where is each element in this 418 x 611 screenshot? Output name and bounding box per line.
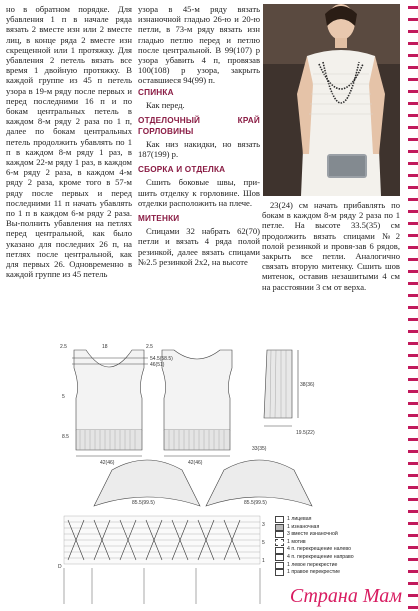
paragraph: но в обратном порядке. Для убавления 1 п в начале ряда вязать 2 вместе изн или 2 вместе лиц, в конце ряда 2 вместе изн скрещенной или 1 протяжку. Для убавления 2 петель вязать все время 1 двойную протяжку. В каждой группе из 45 п петель узора в 19-м ряду после первых и перед последними 16 п и по бокам центральных петель в каждом 8-м ряду 2 раза по 1 п, далее по бокам центральных петель продолжить убавлять по 1 п в каждом 8-м ряду 1 раз, в каждом 22-м ряду 1 раз, в каждом 6-м ряду 2 раза, в каждом 4-м ряду 2 раза, кроме того в 57-м ряду после первых и перед последними 11 п начать убавлять по 1 п в каждом 6-м ряду 2 раза. Вы-полнить убавления на петлях перед центральной, как было указано для последних 26 п, на петлях после центральной, как для первых 26. Одновременно в каждой группе из 45 петель <box>6 4 132 280</box>
purl-symbol-icon <box>275 524 284 531</box>
chart-label: D <box>58 564 62 570</box>
model-photo-illustration <box>263 4 400 196</box>
dim-label: 46(51) <box>150 362 165 368</box>
legend-label: 4 п. перекрещение налево <box>287 546 351 553</box>
dim-label: 85.5(99.5) <box>244 500 267 506</box>
dim-label: 42(46) <box>188 460 203 466</box>
chart-legend <box>275 516 405 577</box>
dim-label: 19.5(22) <box>296 430 315 436</box>
dim-label: 2.5 <box>146 344 153 350</box>
legend-item <box>275 531 405 539</box>
dim-label: 38(36) <box>300 382 315 388</box>
legend-item <box>275 546 405 554</box>
instructions-column-2 <box>138 82 260 267</box>
legend-item <box>275 569 405 577</box>
chart-label: 3 <box>262 522 265 528</box>
section-text-neckline: Как низ накидки, но вязать 187(199) р. <box>138 138 260 160</box>
section-text-back: Как перед. <box>146 100 185 111</box>
chart-label: 1 <box>262 558 265 564</box>
legend-label: 1 левое перекрестие <box>287 561 338 568</box>
legend-label: 1 правое перекрестие <box>287 569 341 576</box>
legend-label: 3 вместе изнаночной <box>287 531 338 538</box>
chart-label: 5 <box>262 540 265 546</box>
schematic-drawing <box>52 338 402 508</box>
stitch-chart-grid <box>54 510 274 606</box>
section-title-back: СПИНКА <box>138 88 174 97</box>
instructions-column-2-top <box>138 4 260 86</box>
right-cross-symbol-icon <box>275 569 284 576</box>
model-photo <box>263 4 400 196</box>
left-cross-symbol-icon <box>275 562 284 569</box>
legend-label: 1 лицевая <box>287 516 312 522</box>
instructions-column-3 <box>262 200 400 292</box>
legend-item <box>275 539 405 547</box>
dim-label: 85.5(99.5) <box>132 500 155 506</box>
dim-label: 54.5(58.5) <box>150 356 173 362</box>
site-watermark: Страна Мам <box>289 585 402 607</box>
garment-schematics <box>52 338 402 508</box>
dim-label: 5 <box>62 394 65 400</box>
dim-label: 33(35) <box>252 446 267 452</box>
dim-label: 2.5 <box>60 344 67 350</box>
section-title-mittens: МИТЕНКИ <box>138 214 180 224</box>
section-text-assembly: Сшить боковые швы, при-шить отделку к горловине. Шов отделки расположить на плече. <box>138 177 260 208</box>
legend-label: 1 изнаночная <box>287 523 320 530</box>
legend-item <box>275 554 405 562</box>
motif-symbol-icon <box>275 539 284 546</box>
section-text-mittens: Спицами 32 набрать 62(70) петли и вязать 4 ряда полой резинкой, далее вязать спицами №2.5 резинкой 2х2, на высоте <box>138 226 260 267</box>
legend-item <box>275 562 405 570</box>
instructions-column-1 <box>6 4 132 279</box>
paragraph: 23(24) см начать прибавлять по бокам в каждом 8-м ряду 2 раза по 1 петле. На высоте 33.5(35) см продолжить вязать спицами №2 полой резинкой и провя-зав 6 рядов, закрыть все петли. Аналогично связать вторую митенку. Сшить шов митенок, оставив незашитыми 4 см на расстоянии 3 см от верха. <box>262 200 400 292</box>
cable-right-symbol-icon <box>275 554 284 561</box>
knit-symbol-icon <box>275 516 284 523</box>
legend-label: 1 мотив <box>287 538 306 545</box>
dim-label: 18 <box>102 344 108 350</box>
dim-label: 8.5 <box>62 434 69 440</box>
paragraph: узора в 45-м ряду вязать изнаночной гладью 26-ю и 20-ю петли, в 73-м ряду вязать изн гладью петлю перед и петлю после центральной. В 99(107) р узора убавить 4 п, провязав 100(108) р узора, закрыть оставшиеся 94(99) п. <box>138 4 260 86</box>
purl3tog-symbol-icon <box>275 531 284 538</box>
section-title-assembly: СБОРКА И ОТДЕЛКА <box>138 165 226 175</box>
section-title-neckline: ОТДЕЛОЧНЫЙ КРАЙ ГОРЛОВИНЫ <box>138 116 260 136</box>
dim-label: 42(46) <box>100 460 115 466</box>
ring-binding <box>408 0 418 610</box>
cable-left-symbol-icon <box>275 547 284 554</box>
legend-label: 4 п. перекрещение направо <box>287 553 354 560</box>
legend-item <box>275 516 405 524</box>
